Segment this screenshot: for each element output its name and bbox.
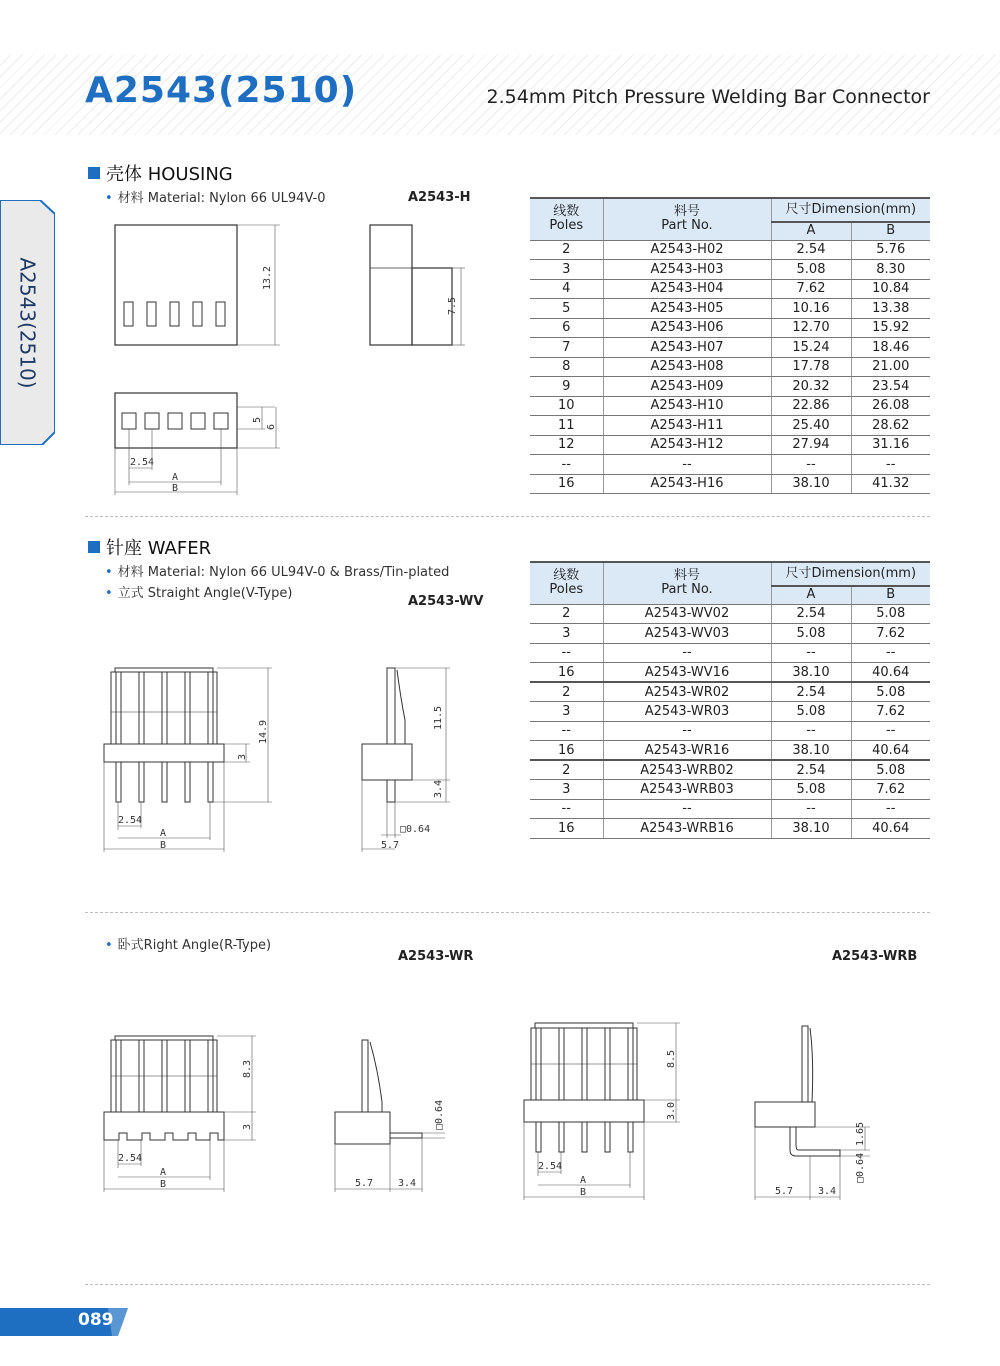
table-cell: -- — [530, 643, 603, 663]
col-poles — [530, 198, 603, 240]
table-row — [530, 760, 930, 780]
table-row — [530, 435, 930, 455]
table-cell: A2543-WRB02 — [603, 760, 771, 780]
wafer-v-front-drawing — [100, 660, 280, 855]
table-cell: -- — [771, 721, 851, 741]
table-cell: 25.40 — [771, 416, 851, 436]
dim-3-0: 3.0 — [666, 1101, 677, 1120]
page-number: 089 — [78, 1310, 114, 1330]
dim-3: 3 — [237, 753, 248, 760]
wafer-model-label: A2543-WV — [408, 594, 484, 609]
table-row — [530, 819, 930, 839]
housing-model-label: A2543-H — [408, 190, 471, 205]
dim-3-4: 3.4 — [398, 1178, 417, 1189]
wafer-straight — [105, 582, 292, 601]
table-cell: 5.08 — [851, 760, 930, 780]
table-cell: 41.32 — [851, 474, 930, 494]
table-cell: -- — [851, 643, 930, 663]
table-cell: -- — [530, 799, 603, 819]
wafer-straight-text: 立式 Straight Angle(V-Type) — [117, 586, 293, 601]
table-cell: A2543-WR16 — [603, 741, 771, 761]
table-cell: 5 — [530, 299, 603, 319]
dim-b: B — [160, 840, 167, 851]
dim-5-7: 5.7 — [381, 840, 400, 851]
dim-0-64: □0.64 — [855, 1152, 866, 1183]
divider — [85, 516, 930, 517]
divider — [85, 1284, 930, 1285]
table-cell: 2 — [530, 604, 603, 624]
table-cell: 7 — [530, 338, 603, 358]
col-poles — [530, 562, 603, 604]
table-cell: A2543-WR02 — [603, 682, 771, 702]
table-cell: A2543-H06 — [603, 318, 771, 338]
table-row — [530, 240, 930, 260]
table-cell: 16 — [530, 474, 603, 494]
col-poles-zh: 线数 — [553, 204, 580, 220]
page-subtitle: 2.54mm Pitch Pressure Welding Bar Connector — [486, 86, 930, 108]
table-cell: 10.84 — [851, 279, 930, 299]
table-row — [530, 279, 930, 299]
section-marker-icon — [88, 167, 100, 179]
table-cell: 38.10 — [771, 741, 851, 761]
dim-3: 3 — [242, 1123, 253, 1130]
housing-material-text: 材料 Material: Nylon 66 UL94V-0 — [117, 191, 326, 206]
col-b: B — [851, 586, 930, 604]
table-cell: 8.30 — [851, 260, 930, 280]
table-cell: 2 — [530, 760, 603, 780]
table-cell: 10.16 — [771, 299, 851, 319]
col-poles-zh: 线数 — [553, 568, 580, 584]
table-cell: -- — [851, 455, 930, 475]
table-cell: -- — [530, 721, 603, 741]
table-cell: A2543-WRB16 — [603, 819, 771, 839]
table-cell: 7.62 — [851, 780, 930, 800]
col-part-en: Part No. — [661, 218, 713, 234]
table-cell: 5.08 — [851, 604, 930, 624]
col-part — [603, 562, 771, 604]
table-cell: -- — [603, 643, 771, 663]
side-tab-label-wrap — [4, 200, 52, 445]
table-cell: 5.76 — [851, 240, 930, 260]
table-cell: -- — [771, 643, 851, 663]
housing-section-title — [88, 160, 233, 186]
table-cell: 40.64 — [851, 819, 930, 839]
side-tab-label: A2543(2510) — [16, 256, 40, 389]
table-cell: -- — [603, 721, 771, 741]
col-part-en: Part No. — [661, 582, 713, 598]
col-dimension: 尺寸Dimension(mm) — [771, 198, 930, 222]
table-row — [530, 799, 930, 819]
table-cell: 20.32 — [771, 377, 851, 397]
table-cell: 12 — [530, 435, 603, 455]
table-row — [530, 377, 930, 397]
table-cell: A2543-H05 — [603, 299, 771, 319]
table-row — [530, 318, 930, 338]
table-cell: 8 — [530, 357, 603, 377]
dim-7-5: 7.5 — [447, 296, 458, 315]
table-row — [530, 299, 930, 319]
dim-6: 6 — [266, 423, 277, 430]
table-row — [530, 474, 930, 494]
table-cell: 5.08 — [771, 702, 851, 722]
table-row — [530, 741, 930, 761]
table-cell: 28.62 — [851, 416, 930, 436]
dim-3-4: 3.4 — [818, 1186, 837, 1197]
table-cell: 3 — [530, 624, 603, 644]
table-cell: A2543-H12 — [603, 435, 771, 455]
table-cell: -- — [603, 455, 771, 475]
table-cell: 12.70 — [771, 318, 851, 338]
housing-side-drawing — [365, 220, 475, 350]
table-cell: 16 — [530, 663, 603, 683]
table-cell: A2543-H03 — [603, 260, 771, 280]
table-cell: -- — [851, 721, 930, 741]
dim-3-4: 3.4 — [433, 779, 444, 798]
housing-front-drawing — [110, 220, 290, 350]
dim-a: A — [160, 828, 167, 839]
table-cell: 5.08 — [771, 780, 851, 800]
table-row — [530, 624, 930, 644]
dim-0-64: □0.64 — [434, 1099, 445, 1130]
wr-front-drawing — [100, 1030, 270, 1195]
wrb-front-drawing — [520, 1018, 690, 1203]
table-cell: 3 — [530, 702, 603, 722]
dim-5-7: 5.7 — [355, 1178, 374, 1189]
dim-5: 5 — [252, 416, 263, 423]
table-cell: A2543-H09 — [603, 377, 771, 397]
housing-material — [105, 187, 326, 206]
table-cell: 22.86 — [771, 396, 851, 416]
col-part-zh: 料号 — [673, 568, 700, 584]
col-a: A — [771, 586, 851, 604]
table-row — [530, 780, 930, 800]
dim-14-9: 14.9 — [258, 719, 269, 744]
table-cell: 21.00 — [851, 357, 930, 377]
table-cell: 10 — [530, 396, 603, 416]
table-cell: A2543-WRB03 — [603, 780, 771, 800]
col-a: A — [771, 222, 851, 240]
dim-b: B — [160, 1179, 167, 1190]
table-cell: A2543-WR03 — [603, 702, 771, 722]
bullet-dot-icon: • — [105, 586, 113, 601]
table-row — [530, 338, 930, 358]
table-cell: 5.08 — [851, 682, 930, 702]
dim-a: A — [172, 472, 179, 483]
wafer-material-text: 材料 Material: Nylon 66 UL94V-0 & Brass/Tin-plated — [117, 565, 450, 580]
table-cell: 2.54 — [771, 604, 851, 624]
table-cell: 5.08 — [771, 260, 851, 280]
table-cell: A2543-WV02 — [603, 604, 771, 624]
divider — [85, 912, 930, 913]
table-cell: 18.46 — [851, 338, 930, 358]
table-cell: 3 — [530, 780, 603, 800]
col-part-zh: 料号 — [673, 204, 700, 220]
dim-8-5: 8.5 — [666, 1049, 677, 1068]
table-cell: -- — [851, 799, 930, 819]
table-cell: 5.08 — [771, 624, 851, 644]
col-poles-en: Poles — [549, 218, 584, 234]
table-row — [530, 643, 930, 663]
table-cell: 2.54 — [771, 760, 851, 780]
wrb-model-label: A2543-WRB — [832, 949, 918, 964]
right-angle-text: 卧式Right Angle(R-Type) — [117, 938, 272, 953]
table-cell: 9 — [530, 377, 603, 397]
table-cell: 7.62 — [771, 279, 851, 299]
table-cell: 15.24 — [771, 338, 851, 358]
table-cell: A2543-H11 — [603, 416, 771, 436]
wafer-table — [530, 561, 930, 839]
table-cell: -- — [603, 799, 771, 819]
table-cell: -- — [771, 799, 851, 819]
wrb-side-drawing — [750, 1018, 880, 1203]
bullet-dot-icon: • — [105, 565, 113, 580]
table-cell: 38.10 — [771, 474, 851, 494]
table-cell: 2.54 — [771, 682, 851, 702]
table-row — [530, 357, 930, 377]
table-cell: 31.16 — [851, 435, 930, 455]
table-cell: 15.92 — [851, 318, 930, 338]
table-cell: A2543-H10 — [603, 396, 771, 416]
col-part — [603, 198, 771, 240]
bullet-dot-icon: • — [105, 938, 113, 953]
table-cell: 16 — [530, 741, 603, 761]
table-cell: 23.54 — [851, 377, 930, 397]
table-cell: 7.62 — [851, 624, 930, 644]
table-cell: 7.62 — [851, 702, 930, 722]
table-cell: 2 — [530, 682, 603, 702]
wafer-title-text: 针座 WAFER — [106, 538, 212, 559]
dim-b: B — [580, 1187, 587, 1198]
table-cell: 2.54 — [771, 240, 851, 260]
table-row — [530, 396, 930, 416]
table-row — [530, 682, 930, 702]
section-marker-icon — [88, 541, 100, 553]
wr-model-label: A2543-WR — [398, 949, 474, 964]
table-cell: -- — [530, 455, 603, 475]
bullet-dot-icon: • — [105, 191, 113, 206]
dim-b: B — [172, 483, 179, 494]
dim-a: A — [580, 1175, 587, 1186]
housing-table — [530, 197, 930, 494]
table-cell: 16 — [530, 819, 603, 839]
col-poles-en: Poles — [549, 582, 584, 598]
col-b: B — [851, 222, 930, 240]
table-row — [530, 721, 930, 741]
dim-5-7: 5.7 — [775, 1186, 794, 1197]
table-row — [530, 702, 930, 722]
table-row — [530, 455, 930, 475]
dim-pitch: 2.54 — [118, 815, 143, 826]
table-cell: 26.08 — [851, 396, 930, 416]
table-cell: 13.38 — [851, 299, 930, 319]
table-cell: A2543-WV16 — [603, 663, 771, 683]
table-cell: 6 — [530, 318, 603, 338]
table-cell: 2 — [530, 240, 603, 260]
dim-13-2: 13.2 — [262, 265, 273, 290]
table-cell: A2543-H02 — [603, 240, 771, 260]
housing-bottom-drawing — [110, 385, 290, 500]
dim-a: A — [160, 1167, 167, 1178]
dim-pitch: 2.54 — [130, 457, 155, 468]
wafer-v-side-drawing — [355, 660, 465, 855]
page-title: A2543(2510) — [85, 70, 358, 111]
table-cell: A2543-WV03 — [603, 624, 771, 644]
col-dimension: 尺寸Dimension(mm) — [771, 562, 930, 586]
table-cell: 40.64 — [851, 663, 930, 683]
table-cell: 4 — [530, 279, 603, 299]
table-cell: A2543-H04 — [603, 279, 771, 299]
dim-0-64: □0.64 — [400, 824, 431, 835]
table-cell: -- — [771, 455, 851, 475]
dim-1-65: 1.65 — [855, 1121, 866, 1146]
table-cell: A2543-H07 — [603, 338, 771, 358]
dim-pitch: 2.54 — [118, 1153, 143, 1164]
wafer-material — [105, 561, 449, 580]
wafer-section-title — [88, 534, 211, 560]
housing-title-text: 壳体 HOUSING — [106, 164, 233, 185]
table-row — [530, 416, 930, 436]
table-cell: A2543-H16 — [603, 474, 771, 494]
table-cell: A2543-H08 — [603, 357, 771, 377]
table-row — [530, 604, 930, 624]
dim-pitch: 2.54 — [538, 1161, 563, 1172]
wr-side-drawing — [330, 1030, 460, 1195]
table-cell: 40.64 — [851, 741, 930, 761]
table-cell: 38.10 — [771, 819, 851, 839]
table-cell: 38.10 — [771, 663, 851, 683]
table-cell: 3 — [530, 260, 603, 280]
table-cell: 17.78 — [771, 357, 851, 377]
dim-11-5: 11.5 — [433, 705, 444, 730]
right-angle-label — [105, 934, 271, 953]
table-cell: 11 — [530, 416, 603, 436]
table-cell: 27.94 — [771, 435, 851, 455]
dim-8-3: 8.3 — [242, 1059, 253, 1078]
table-row — [530, 260, 930, 280]
table-row — [530, 663, 930, 683]
